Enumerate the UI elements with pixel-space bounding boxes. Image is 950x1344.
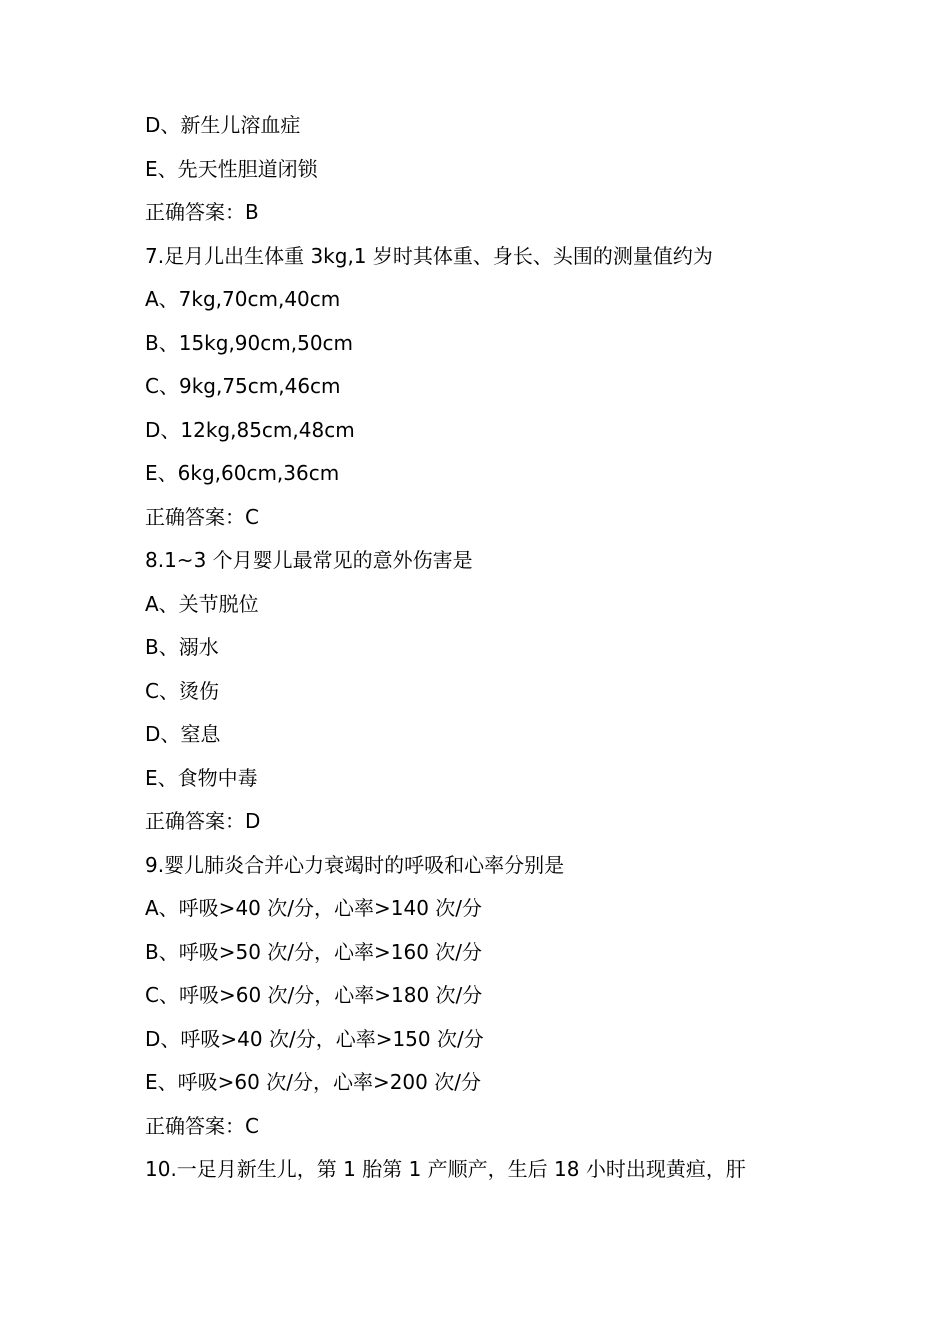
option-e-q8: E、食物中毒 [145, 766, 258, 790]
question-9: 9.婴儿肺炎合并心力衰竭时的呼吸和心率分别是 [145, 853, 565, 877]
question-8: 8.1~3 个月婴儿最常见的意外伤害是 [145, 548, 473, 572]
option-a-q9: A、呼吸>40 次/分，心率>140 次/分 [145, 896, 483, 920]
option-d-q9: D、呼吸>40 次/分，心率>150 次/分 [145, 1027, 484, 1051]
option-e-q7: E、6kg,60cm,36cm [145, 461, 340, 485]
option-d-q6: D、新生儿溶血症 [145, 113, 301, 137]
answer-q6: 正确答案：B [145, 200, 259, 224]
option-e-q6: E、先天性胆道闭锁 [145, 157, 318, 181]
answer-q7: 正确答案：C [145, 505, 259, 529]
option-c-q9: C、呼吸>60 次/分，心率>180 次/分 [145, 983, 483, 1007]
option-d-q8: D、窒息 [145, 722, 221, 746]
option-b-q7: B、15kg,90cm,50cm [145, 331, 354, 355]
option-b-q9: B、呼吸>50 次/分，心率>160 次/分 [145, 940, 483, 964]
option-a-q8: A、关节脱位 [145, 592, 259, 616]
option-b-q8: B、溺水 [145, 635, 219, 659]
option-a-q7: A、7kg,70cm,40cm [145, 287, 341, 311]
question-7: 7.足月儿出生体重 3kg,1 岁时其体重、身长、头围的测量值约为 [145, 244, 713, 268]
option-d-q7: D、12kg,85cm,48cm [145, 418, 355, 442]
option-c-q8: C、烫伤 [145, 679, 219, 703]
option-e-q9: E、呼吸>60 次/分，心率>200 次/分 [145, 1070, 481, 1094]
answer-q8: 正确答案：D [145, 809, 261, 833]
option-c-q7: C、9kg,75cm,46cm [145, 374, 341, 398]
answer-q9: 正确答案：C [145, 1114, 259, 1138]
question-10: 10.一足月新生儿，第 1 胎第 1 产顺产，生后 18 小时出现黄疸，肝 [145, 1157, 746, 1181]
